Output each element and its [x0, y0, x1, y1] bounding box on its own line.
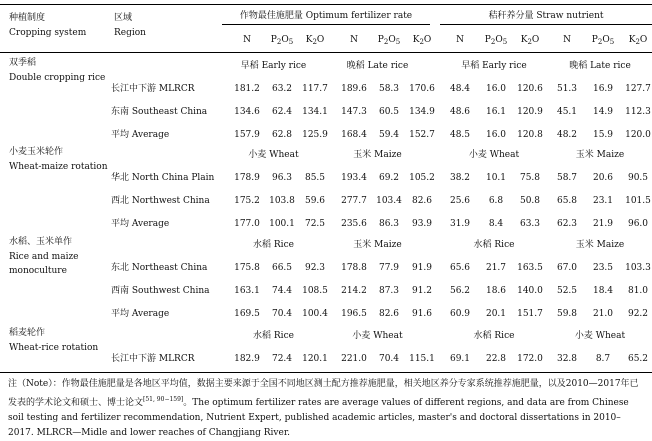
value-cell: 147.3 [341, 107, 367, 117]
value-cell: 140.0 [517, 286, 543, 296]
value-cell: 21.7 [485, 263, 507, 273]
value-cell: 103.8 [269, 196, 295, 206]
value-cell: 65.2 [627, 354, 649, 364]
column-header: $K_2O$ [305, 35, 325, 46]
value-cell: 151.7 [517, 309, 543, 319]
column-header: $P_2O_5$ [591, 35, 615, 46]
value-cell: 20.1 [485, 309, 507, 319]
crop-subheader: 水稻 Rice [253, 331, 294, 341]
value-cell: 18.6 [485, 286, 507, 296]
column-header: $P_2O_5$ [484, 35, 508, 46]
value-cell: 125.9 [302, 130, 328, 140]
system-name-cn: 稻麦轮作 [9, 328, 46, 338]
value-cell: 178.9 [234, 173, 260, 183]
value-cell: 115.1 [409, 354, 435, 364]
value-cell: 62.3 [556, 219, 578, 229]
note-refs: [51, 90−159] [143, 396, 184, 403]
value-cell: 175.2 [234, 196, 260, 206]
value-cell: 117.7 [302, 84, 328, 94]
value-cell: 70.4 [378, 354, 400, 364]
region-cell: 西北 Northwest China [111, 196, 210, 206]
header-group-fertilizer: 作物最佳施肥量 Optimum fertilizer rate [239, 11, 413, 21]
crop-subheader: 玉米 Maize [353, 240, 402, 250]
value-cell: 96.0 [627, 219, 649, 229]
value-cell: 72.5 [304, 219, 326, 229]
crop-subheader: 小麦 Wheat [248, 150, 299, 160]
system-name-en: Wheat-rice rotation [9, 343, 99, 353]
value-cell: 75.8 [519, 173, 541, 183]
value-cell: 21.0 [592, 309, 614, 319]
value-cell: 22.8 [485, 354, 507, 364]
value-cell: 58.3 [378, 84, 400, 94]
value-cell: 14.9 [592, 107, 614, 117]
value-cell: 62.4 [271, 107, 293, 117]
note-cn: 注（Note）：作物最佳施肥量是各地区平均值，数据主要来源于全国不同地区测土配方推荐施肥量，相关地区养分专家系统推荐施肥量，以及2010—2017年已发表的学术论文和硕士、博士论文 [8, 379, 639, 408]
value-cell: 90.5 [627, 173, 649, 183]
value-cell: 23.1 [592, 196, 614, 206]
value-cell: 177.0 [234, 219, 260, 229]
value-cell: 65.6 [449, 263, 471, 273]
value-cell: 196.5 [341, 309, 367, 319]
header-system-en: Cropping system [9, 28, 87, 38]
crop-subheader: 水稻 Rice [253, 240, 294, 250]
value-cell: 59.8 [556, 309, 578, 319]
value-cell: 134.1 [302, 107, 328, 117]
value-cell: 101.5 [625, 196, 651, 206]
value-cell: 96.3 [271, 173, 293, 183]
column-header: $K_2O$ [412, 35, 432, 46]
value-cell: 127.7 [625, 84, 651, 94]
value-cell: 91.2 [411, 286, 433, 296]
value-cell: 105.2 [409, 173, 435, 183]
bottom-rule [0, 372, 652, 373]
value-cell: 120.0 [625, 130, 651, 140]
value-cell: 108.5 [302, 286, 328, 296]
crop-subheader: 小麦 Wheat [352, 331, 403, 341]
value-cell: 63.2 [271, 84, 293, 94]
crop-subheader: 小麦 Wheat [468, 150, 520, 160]
value-cell: 235.6 [341, 219, 367, 229]
value-cell: 92.2 [627, 309, 649, 319]
crop-subheader: 玉米 Maize [575, 240, 625, 250]
value-cell: 15.9 [592, 130, 614, 140]
value-cell: 134.9 [409, 107, 435, 117]
column-header: $P_2O_5$ [377, 35, 401, 46]
value-cell: 58.7 [556, 173, 578, 183]
note-cn-end: 。 [183, 398, 193, 408]
value-cell: 163.1 [234, 286, 260, 296]
region-cell: 华北 North China Plain [111, 173, 215, 183]
value-cell: 189.6 [341, 84, 367, 94]
value-cell: 134.6 [234, 107, 260, 117]
header-group-straw: 秸秆养分量 Straw nutrient [488, 11, 604, 21]
value-cell: 103.3 [625, 263, 651, 273]
value-cell: 112.3 [625, 107, 651, 117]
value-cell: 48.5 [449, 130, 471, 140]
value-cell: 120.8 [517, 130, 543, 140]
region-cell: 平均 Average [111, 130, 170, 140]
value-cell: 16.0 [485, 130, 507, 140]
value-cell: 72.4 [271, 354, 293, 364]
region-cell: 平均 Average [111, 309, 170, 319]
value-cell: 16.9 [592, 84, 614, 94]
value-cell: 67.0 [556, 263, 578, 273]
value-cell: 65.8 [556, 196, 578, 206]
column-header: $P_2O_5$ [270, 35, 294, 46]
value-cell: 77.9 [378, 263, 400, 273]
value-cell: 32.8 [556, 354, 578, 364]
value-cell: 168.4 [341, 130, 367, 140]
group-rule-left [222, 24, 430, 25]
system-name-cn: 小麦玉米轮作 [9, 147, 64, 157]
value-cell: 100.4 [302, 309, 328, 319]
value-cell: 6.8 [488, 196, 504, 206]
crop-subheader: 早稻 Early rice [240, 61, 307, 71]
value-cell: 157.9 [234, 130, 260, 140]
region-cell: 平均 Average [111, 219, 170, 229]
value-cell: 18.4 [592, 286, 614, 296]
value-cell: 10.1 [485, 173, 507, 183]
value-cell: 74.4 [271, 286, 293, 296]
value-cell: 8.4 [488, 219, 504, 229]
value-cell: 169.5 [234, 309, 260, 319]
value-cell: 52.5 [556, 286, 578, 296]
value-cell: 63.3 [519, 219, 541, 229]
crop-subheader: 小麦 Wheat [574, 331, 626, 341]
system-name-cn: 水稻、玉米单作 [9, 237, 73, 247]
value-cell: 93.9 [411, 219, 433, 229]
region-cell: 东南 Southeast China [111, 107, 208, 117]
value-cell: 214.2 [341, 286, 367, 296]
header-rule [0, 52, 652, 53]
value-cell: 120.9 [517, 107, 543, 117]
value-cell: 48.2 [556, 130, 578, 140]
value-cell: 120.6 [517, 84, 543, 94]
value-cell: 152.7 [409, 130, 435, 140]
crop-subheader: 晚稻 Late rice [569, 61, 631, 71]
crop-subheader: 水稻 Rice [473, 240, 515, 250]
region-cell: 东北 Northeast China [111, 263, 208, 273]
crop-subheader: 玉米 Maize [353, 150, 402, 160]
group-rule-right [440, 24, 652, 25]
crop-subheader: 水稻 Rice [473, 331, 515, 341]
value-cell: 92.3 [304, 263, 326, 273]
header-region-cn: 区域 [114, 13, 133, 23]
table-note [8, 377, 646, 441]
column-header: $K_2O$ [628, 35, 648, 46]
value-cell: 56.2 [449, 286, 471, 296]
value-cell: 62.8 [271, 130, 293, 140]
value-cell: 103.4 [376, 196, 402, 206]
region-cell: 长江中下游 MLRCR [111, 84, 195, 94]
value-cell: 86.3 [378, 219, 400, 229]
value-cell: 51.3 [556, 84, 578, 94]
region-cell: 长江中下游 MLRCR [111, 354, 195, 364]
value-cell: 163.5 [517, 263, 543, 273]
value-cell: 70.4 [271, 309, 293, 319]
system-name-en: Wheat-maize rotation [9, 162, 108, 172]
value-cell: 172.0 [517, 354, 543, 364]
value-cell: 221.0 [341, 354, 367, 364]
value-cell: 120.1 [302, 354, 328, 364]
value-cell: 66.5 [271, 263, 293, 273]
value-cell: 50.8 [519, 196, 541, 206]
value-cell: 178.8 [341, 263, 367, 273]
value-cell: 20.6 [592, 173, 614, 183]
value-cell: 45.1 [556, 107, 578, 117]
system-name-cn: 双季稻 [9, 58, 37, 68]
column-header: N [350, 35, 358, 45]
column-header: $K_2O$ [520, 35, 540, 46]
crop-subheader: 晚稻 Late rice [346, 61, 409, 71]
value-cell: 21.9 [592, 219, 614, 229]
value-cell: 82.6 [411, 196, 433, 206]
column-header: N [456, 35, 464, 45]
value-cell: 69.1 [449, 354, 471, 364]
header-system-cn: 种植制度 [9, 13, 46, 23]
value-cell: 60.9 [449, 309, 471, 319]
column-header: N [563, 35, 571, 45]
value-cell: 81.0 [627, 286, 649, 296]
system-name-en: Double cropping rice [9, 73, 106, 83]
value-cell: 60.5 [378, 107, 400, 117]
value-cell: 277.7 [341, 196, 367, 206]
value-cell: 193.4 [341, 173, 367, 183]
value-cell: 8.7 [595, 354, 611, 364]
crop-subheader: 玉米 Maize [575, 150, 625, 160]
top-rule [0, 4, 652, 5]
crop-subheader: 早稻 Early rice [461, 61, 527, 71]
value-cell: 16.1 [485, 107, 507, 117]
note-en: The optimum fertilizer rates are average values of different regions, and data are from Chinese soil testing and fertilizer recommendation, Nutrient Expert, published academic articles, master's and doctoral dissertations in 2010–2017. MLRCR—Midle and lower reaches of Changjiang River. [8, 398, 629, 438]
value-cell: 23.5 [592, 263, 614, 273]
value-cell: 25.6 [449, 196, 471, 206]
header-region-en: Region [114, 28, 146, 38]
value-cell: 175.8 [234, 263, 260, 273]
value-cell: 85.5 [304, 173, 326, 183]
value-cell: 38.2 [449, 173, 471, 183]
value-cell: 182.9 [234, 354, 260, 364]
value-cell: 91.9 [411, 263, 433, 273]
value-cell: 87.3 [378, 286, 400, 296]
value-cell: 59.6 [304, 196, 326, 206]
value-cell: 69.2 [378, 173, 400, 183]
region-cell: 西南 Southwest China [111, 286, 210, 296]
value-cell: 59.4 [378, 130, 400, 140]
value-cell: 82.6 [378, 309, 400, 319]
value-cell: 31.9 [449, 219, 471, 229]
value-cell: 181.2 [234, 84, 260, 94]
value-cell: 91.6 [411, 309, 433, 319]
value-cell: 16.0 [485, 84, 507, 94]
column-header: N [243, 35, 251, 45]
value-cell: 170.6 [409, 84, 435, 94]
value-cell: 48.4 [449, 84, 471, 94]
value-cell: 48.6 [449, 107, 471, 117]
system-name-en: Rice and maize monoculture [9, 252, 79, 276]
value-cell: 100.1 [269, 219, 295, 229]
